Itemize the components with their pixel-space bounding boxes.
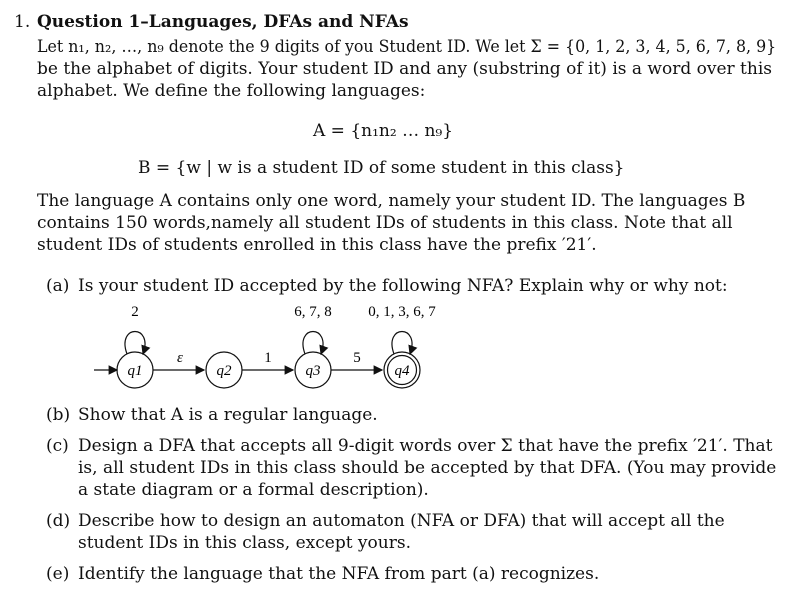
part-e-text: Identify the language that the NFA from part (a) recognizes.	[78, 564, 600, 584]
state-q2-label: q2	[216, 363, 232, 379]
language-b-def: B = {w | w is a student ID of some student in this class}	[138, 158, 625, 178]
intro-line-1: Let n₁, n₂, …, n₉ denote the 9 digits of you Student ID. We let Σ = {0, 1, 2, 3, 4, 5, 6, 7, 8, 9}	[37, 37, 777, 57]
question-number: 1.	[14, 12, 31, 32]
part-b-label: (b)	[46, 405, 71, 425]
label-q1-q2: ε	[177, 350, 183, 366]
desc-line-2: contains 150 words,namely all student IDs of students in this class. Note that all	[37, 213, 733, 233]
part-c-line-2: is, all student IDs in this class should be accepted by that DFA. (You may provide	[78, 458, 777, 478]
part-e-label: (e)	[46, 564, 70, 584]
label-q3-self: 6, 7, 8	[294, 304, 332, 320]
loop-q3	[303, 332, 323, 355]
state-q1-label: q1	[127, 363, 143, 379]
part-c-label: (c)	[46, 436, 69, 456]
part-b-text: Show that A is a regular language.	[78, 405, 378, 425]
label-q2-q3: 1	[264, 350, 272, 366]
question-title: Question 1–Languages, DFAs and NFAs	[37, 12, 409, 32]
part-d-line-2: student IDs in this class, except yours.	[78, 533, 411, 553]
intro-line-2: be the alphabet of digits. Your student ID and any (substring of it) is a word over this	[37, 59, 772, 79]
label-q4-self: 0, 1, 3, 6, 7	[368, 304, 436, 320]
part-c-line-1: Design a DFA that accepts all 9-digit words over Σ that have the prefix ′21′. That	[78, 436, 773, 456]
part-d-line-1: Describe how to design an automaton (NFA or DFA) that will accept all the	[78, 511, 725, 531]
state-q4-label: q4	[394, 363, 410, 379]
desc-line-3: student IDs of students enrolled in this class have the prefix ′21′.	[37, 235, 597, 255]
part-c-line-3: a state diagram or a formal description).	[78, 480, 429, 500]
nfa-diagram	[0, 294, 790, 404]
part-d-label: (d)	[46, 511, 71, 531]
label-q3-q4: 5	[353, 350, 361, 366]
part-a-text: Is your student ID accepted by the following NFA? Explain why or why not:	[78, 276, 728, 296]
loop-q4	[392, 332, 412, 355]
part-a-label: (a)	[46, 276, 70, 296]
loop-q1	[125, 332, 145, 355]
label-q1-self: 2	[131, 304, 139, 320]
desc-line-1: The language A contains only one word, namely your student ID. The languages B	[37, 191, 746, 211]
intro-line-3: alphabet. We define the following languages:	[37, 81, 426, 101]
language-a-def: A = {n₁n₂ … n₉}	[313, 121, 454, 141]
state-q3-label: q3	[305, 363, 321, 379]
